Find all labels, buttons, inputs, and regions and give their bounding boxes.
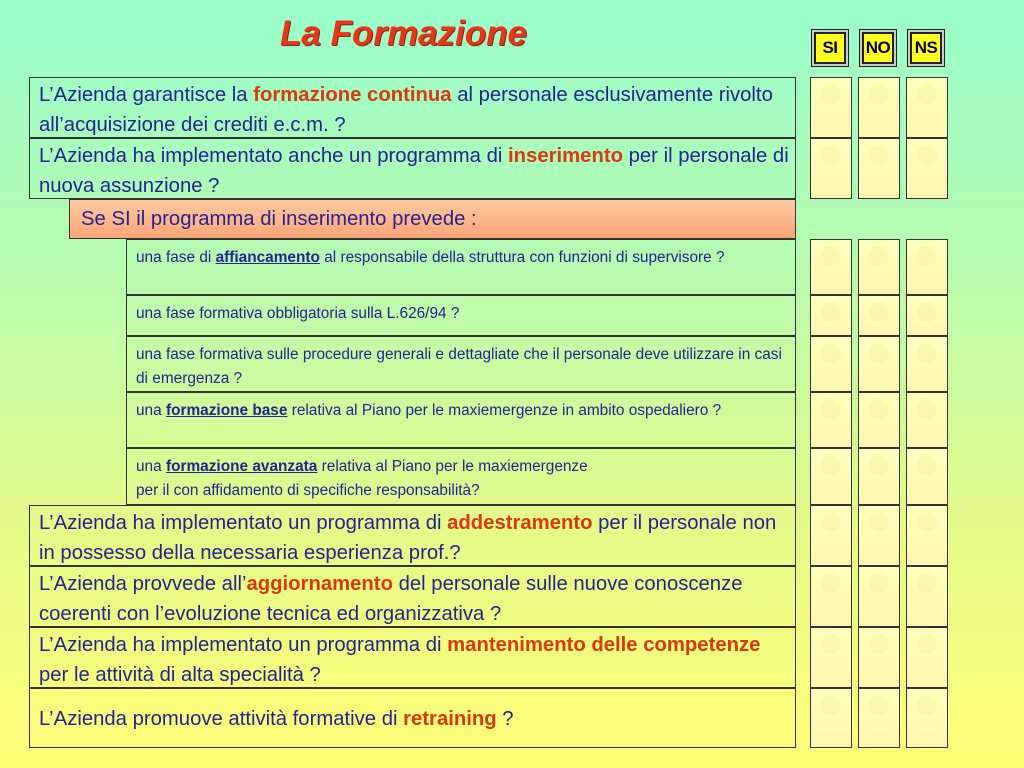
- question-formazione-continua: L’Azienda garantisce la formazione continua al personale esclusivamente rivolto all’acquisizione dei crediti e.c.m. ?: [29, 77, 796, 138]
- answer-box-si[interactable]: [810, 505, 852, 566]
- answer-box-no[interactable]: [858, 505, 900, 566]
- answer-box-si[interactable]: [810, 295, 852, 336]
- answer-box-si[interactable]: [810, 448, 852, 505]
- answer-box-no[interactable]: [858, 77, 900, 138]
- answer-box-ns[interactable]: [906, 138, 948, 199]
- question-inserimento: L’Azienda ha implementato anche un programma di inserimento per il personale di nuova assunzione ?: [29, 138, 796, 199]
- answer-box-no[interactable]: [858, 138, 900, 199]
- answer-box-si[interactable]: [810, 566, 852, 627]
- question-retraining: L’Azienda promuove attività formative di retraining ?: [29, 688, 796, 748]
- answer-box-si[interactable]: [810, 239, 852, 295]
- answer-box-no[interactable]: [858, 239, 900, 295]
- header-ns: NS: [907, 29, 945, 67]
- answer-box-si[interactable]: [810, 77, 852, 138]
- answer-box-ns[interactable]: [906, 239, 948, 295]
- answer-box-ns[interactable]: [906, 627, 948, 688]
- answer-box-no[interactable]: [858, 392, 900, 448]
- answer-box-no[interactable]: [858, 688, 900, 748]
- subquestion-l626: una fase formativa obbligatoria sulla L.626/94 ?: [126, 295, 796, 336]
- answer-box-no[interactable]: [858, 448, 900, 505]
- answer-box-ns[interactable]: [906, 566, 948, 627]
- answer-box-ns[interactable]: [906, 77, 948, 138]
- header-no: NO: [859, 29, 897, 67]
- answer-box-no[interactable]: [858, 295, 900, 336]
- subquestion-affiancamento: una fase di affiancamento al responsabile della struttura con funzioni di supervisore ?: [126, 239, 796, 295]
- answer-box-no[interactable]: [858, 566, 900, 627]
- answer-box-ns[interactable]: [906, 448, 948, 505]
- answer-box-ns[interactable]: [906, 295, 948, 336]
- answer-box-si[interactable]: [810, 138, 852, 199]
- answer-box-si[interactable]: [810, 336, 852, 392]
- question-mantenimento: L’Azienda ha implementato un programma di mantenimento delle competenze per le attività di alta specialità ?: [29, 627, 796, 688]
- answer-box-ns[interactable]: [906, 688, 948, 748]
- answer-box-si[interactable]: [810, 688, 852, 748]
- question-aggiornamento: L’Azienda provvede all’aggiornamento del personale sulle nuove conoscenze coerenti con l’evoluzione tecnica ed organizzativa ?: [29, 566, 796, 627]
- answer-box-si[interactable]: [810, 627, 852, 688]
- answer-box-si[interactable]: [810, 392, 852, 448]
- answer-box-no[interactable]: [858, 627, 900, 688]
- page-title: La Formazione: [280, 14, 527, 53]
- subquestion-emergenza: una fase formativa sulle procedure generali e dettagliate che il personale deve utilizzare in casi di emergenza ?: [126, 336, 796, 392]
- inserimento-banner: Se SI il programma di inserimento prevede :: [69, 199, 796, 239]
- header-si: SI: [811, 29, 849, 67]
- question-addestramento: L’Azienda ha implementato un programma di addestramento per il personale non in possesso della necessaria esperienza prof.?: [29, 505, 796, 566]
- answer-box-ns[interactable]: [906, 505, 948, 566]
- subquestion-formazione-base: una formazione base relativa al Piano per le maxiemergenze in ambito ospedaliero ?: [126, 392, 796, 448]
- answer-box-ns[interactable]: [906, 392, 948, 448]
- answer-box-ns[interactable]: [906, 336, 948, 392]
- subquestion-formazione-avanzata: una formazione avanzata relativa al Piano per le maxiemergenze per il con affidamento di specifiche responsabilità?: [126, 448, 796, 505]
- answer-box-no[interactable]: [858, 336, 900, 392]
